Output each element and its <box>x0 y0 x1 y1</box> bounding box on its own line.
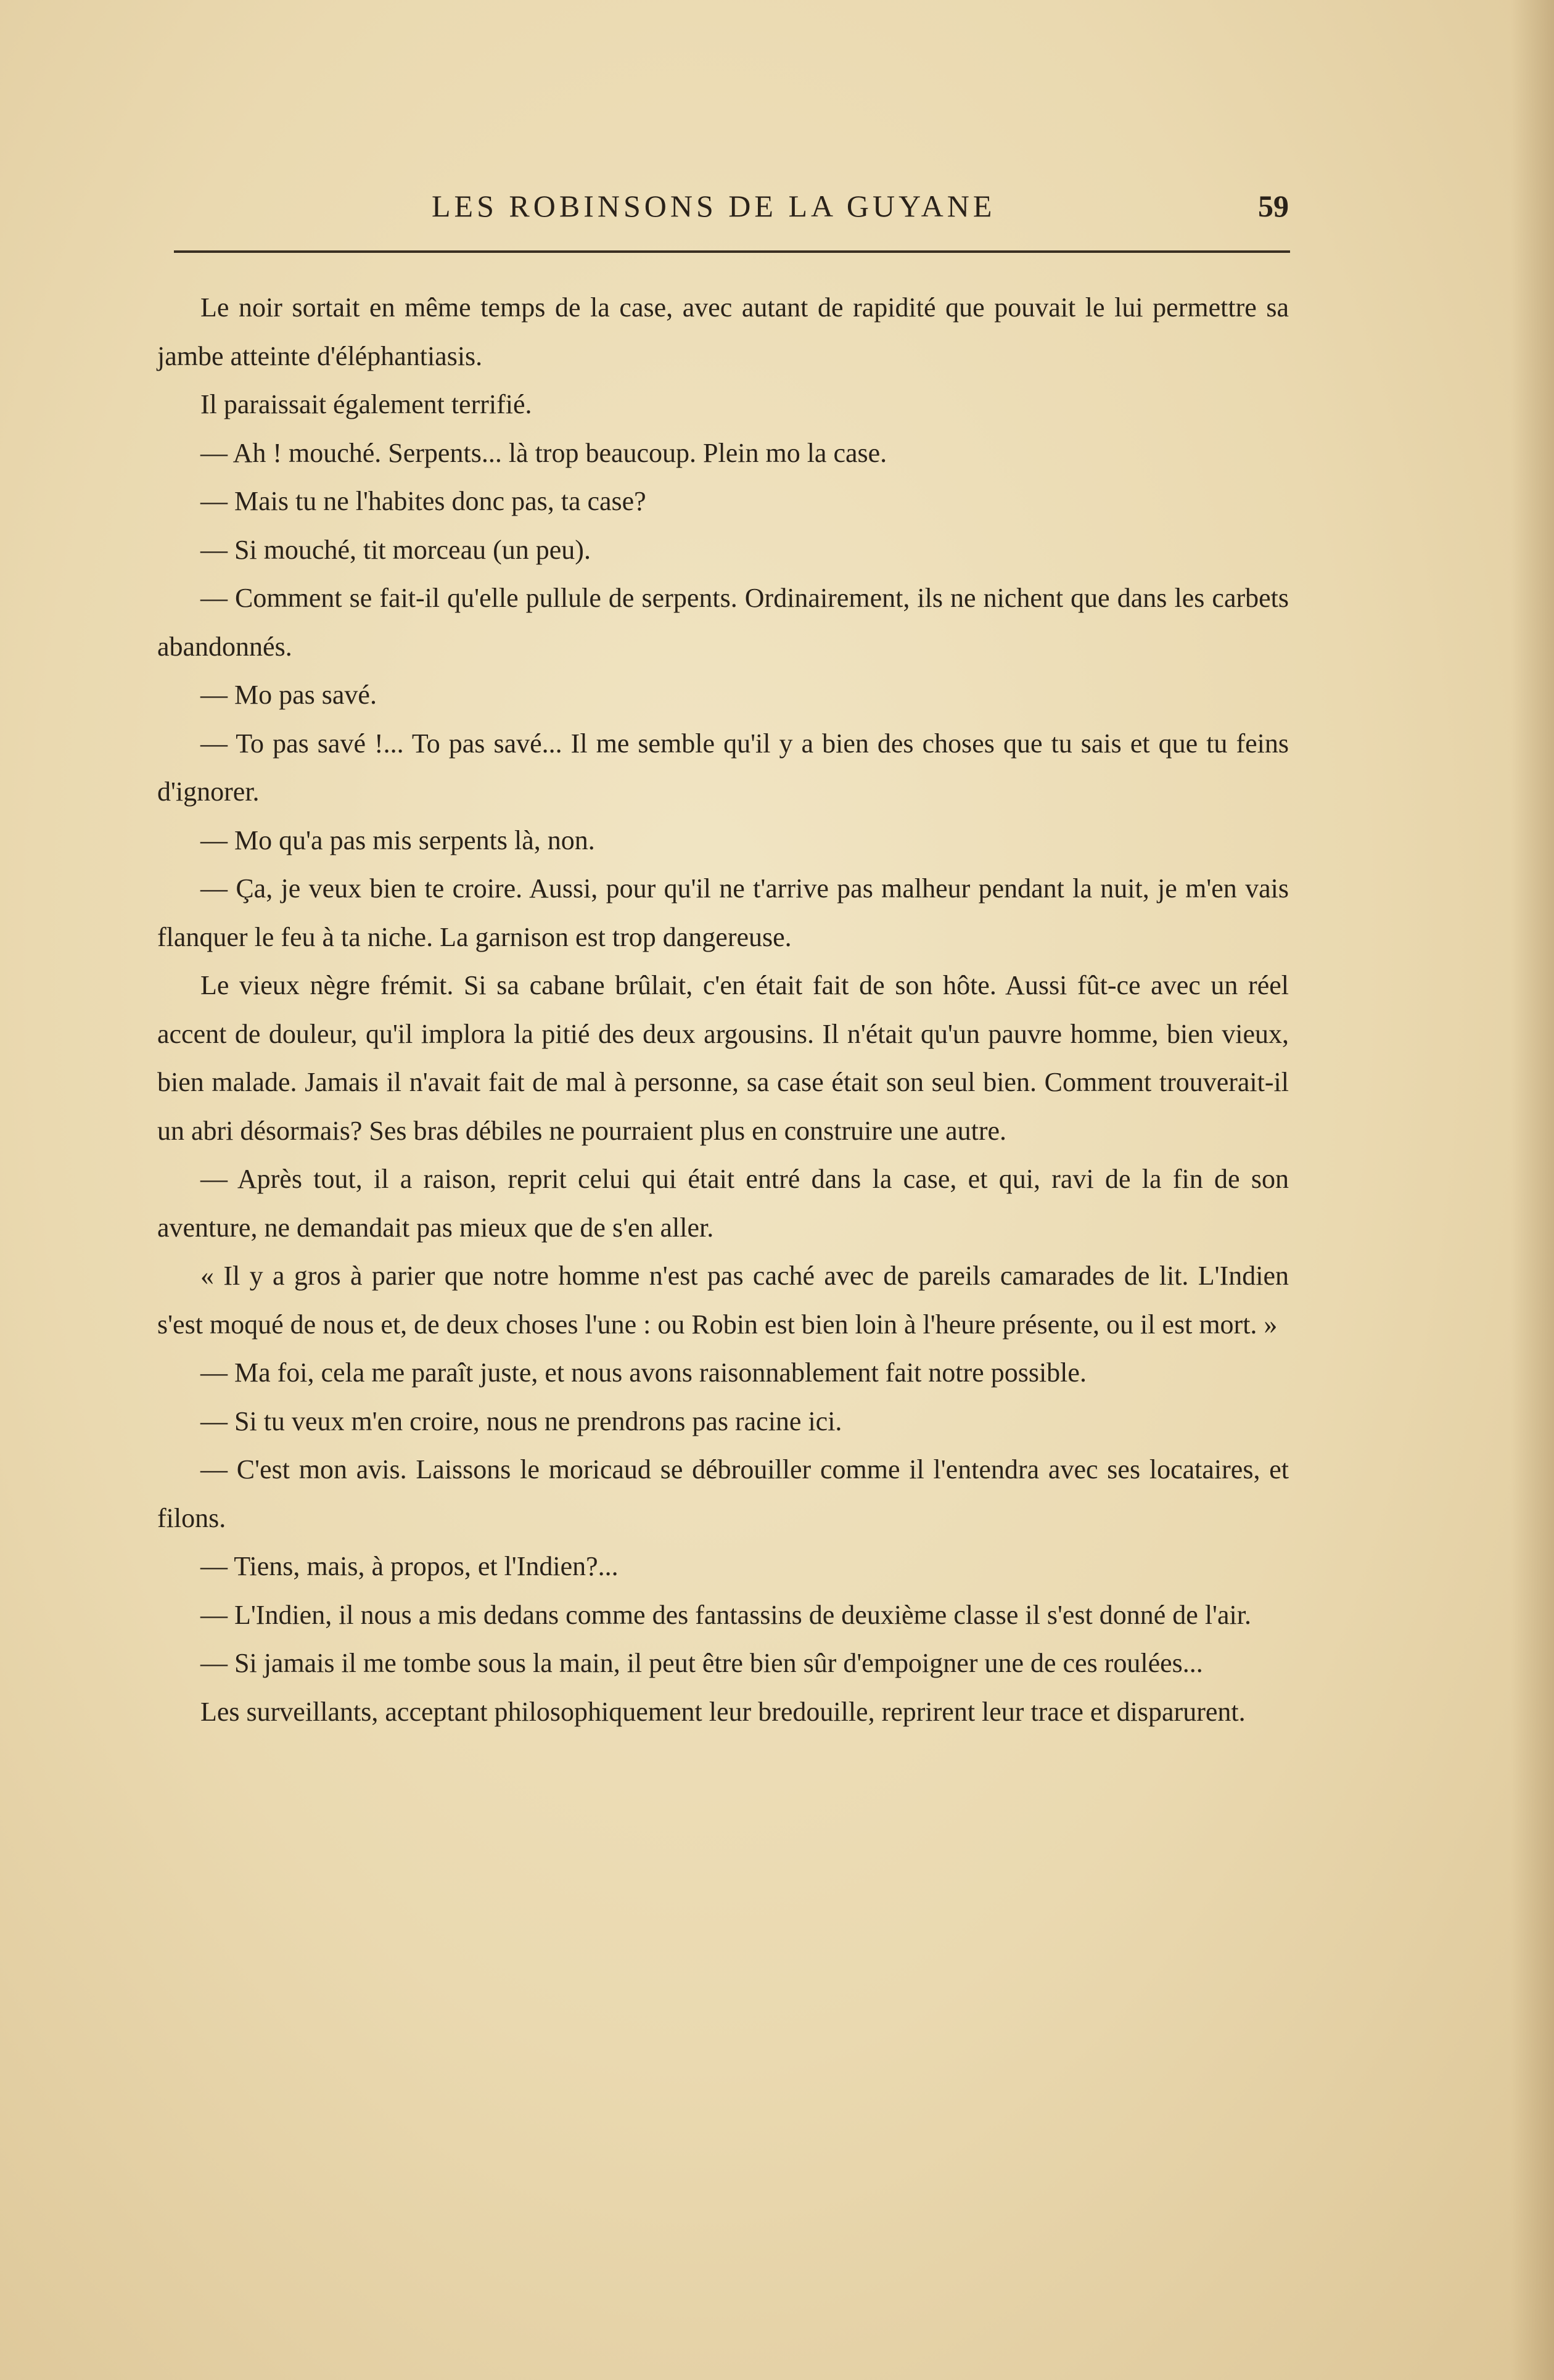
paragraph: Le vieux nègre frémit. Si sa cabane brûlait, c'en était fait de son hôte. Aussi fût-ce avec un réel accent de douleur, qu'il implora la pitié des deux argousins. Il n'était qu'un pauvre homme, bien vieux, bien malade. Jamais il n'avait fait de mal à personne, sa case était son seul bien. Comment trouverait-il un abri désormais? Ses bras débiles ne pourraient plus en construire une autre. <box>157 970 1289 1146</box>
header-rule <box>174 250 1290 253</box>
paragraph: Il paraissait également terrifié. <box>200 389 532 419</box>
paragraph: — Comment se fait-il qu'elle pullule de serpents. Ordinairement, ils ne nichent que dans les carbets abandonnés. <box>157 583 1289 662</box>
paragraph: — Si tu veux m'en croire, nous ne prendrons pas racine ici. <box>200 1406 842 1436</box>
page-number: 59 <box>1258 189 1289 223</box>
paragraph: — Ah ! mouché. Serpents... là trop beaucoup. Plein mo la case. <box>200 437 887 468</box>
paragraph: Le noir sortait en même temps de la case, avec autant de rapidité que pouvait le lui permettre sa jambe atteinte d'éléphantiasis. <box>157 292 1289 371</box>
paragraph: — C'est mon avis. Laissons le moricaud se débrouiller comme il l'entendra avec ses locataires, et filons. <box>157 1454 1289 1533</box>
paragraph: — Mo pas savé. <box>200 680 377 710</box>
paragraph: — Si mouché, tit morceau (un peu). <box>200 534 591 565</box>
body-text <box>157 284 1289 1736</box>
paragraph: — Ça, je veux bien te croire. Aussi, pour qu'il ne t'arrive pas malheur pendant la nuit, je m'en vais flanquer le feu à ta niche. La garnison est trop dangereuse. <box>157 873 1289 952</box>
paragraph: — Tiens, mais, à propos, et l'Indien?... <box>200 1551 619 1581</box>
paragraph: « Il y a gros à parier que notre homme n'est pas caché avec de pareils camarades de lit. L'Indien s'est moqué de nous et, de deux choses l'une : ou Robin est bien loin à l'heure présente, ou il est mort. » <box>157 1261 1289 1340</box>
paragraph: Les surveillants, acceptant philosophiquement leur bredouille, reprirent leur trace et disparurent. <box>200 1696 1246 1727</box>
paragraph: — Mais tu ne l'habites donc pas, ta case? <box>200 486 646 516</box>
running-head: LES ROBINSONS DE LA GUYANE <box>432 189 996 223</box>
paragraph: — Mo qu'a pas mis serpents là, non. <box>200 825 595 855</box>
page-header <box>173 188 1289 231</box>
paragraph: — L'Indien, il nous a mis dedans comme des fantassins de deuxième classe il s'est donné de l'air. <box>200 1599 1251 1630</box>
paragraph: — Si jamais il me tombe sous la main, il peut être bien sûr d'empoigner une de ces roulées... <box>200 1648 1203 1678</box>
paragraph: — Après tout, il a raison, reprit celui qui était entré dans la case, et qui, ravi de la fin de son aventure, ne demandait pas mieux que de s'en aller. <box>157 1164 1289 1243</box>
paragraph: — Ma foi, cela me paraît juste, et nous avons raisonnablement fait notre possible. <box>200 1357 1087 1388</box>
paragraph: — To pas savé !... To pas savé... Il me semble qu'il y a bien des choses que tu sais et que tu feins d'ignorer. <box>157 728 1289 807</box>
page-edge-shadow <box>1511 0 1554 2380</box>
